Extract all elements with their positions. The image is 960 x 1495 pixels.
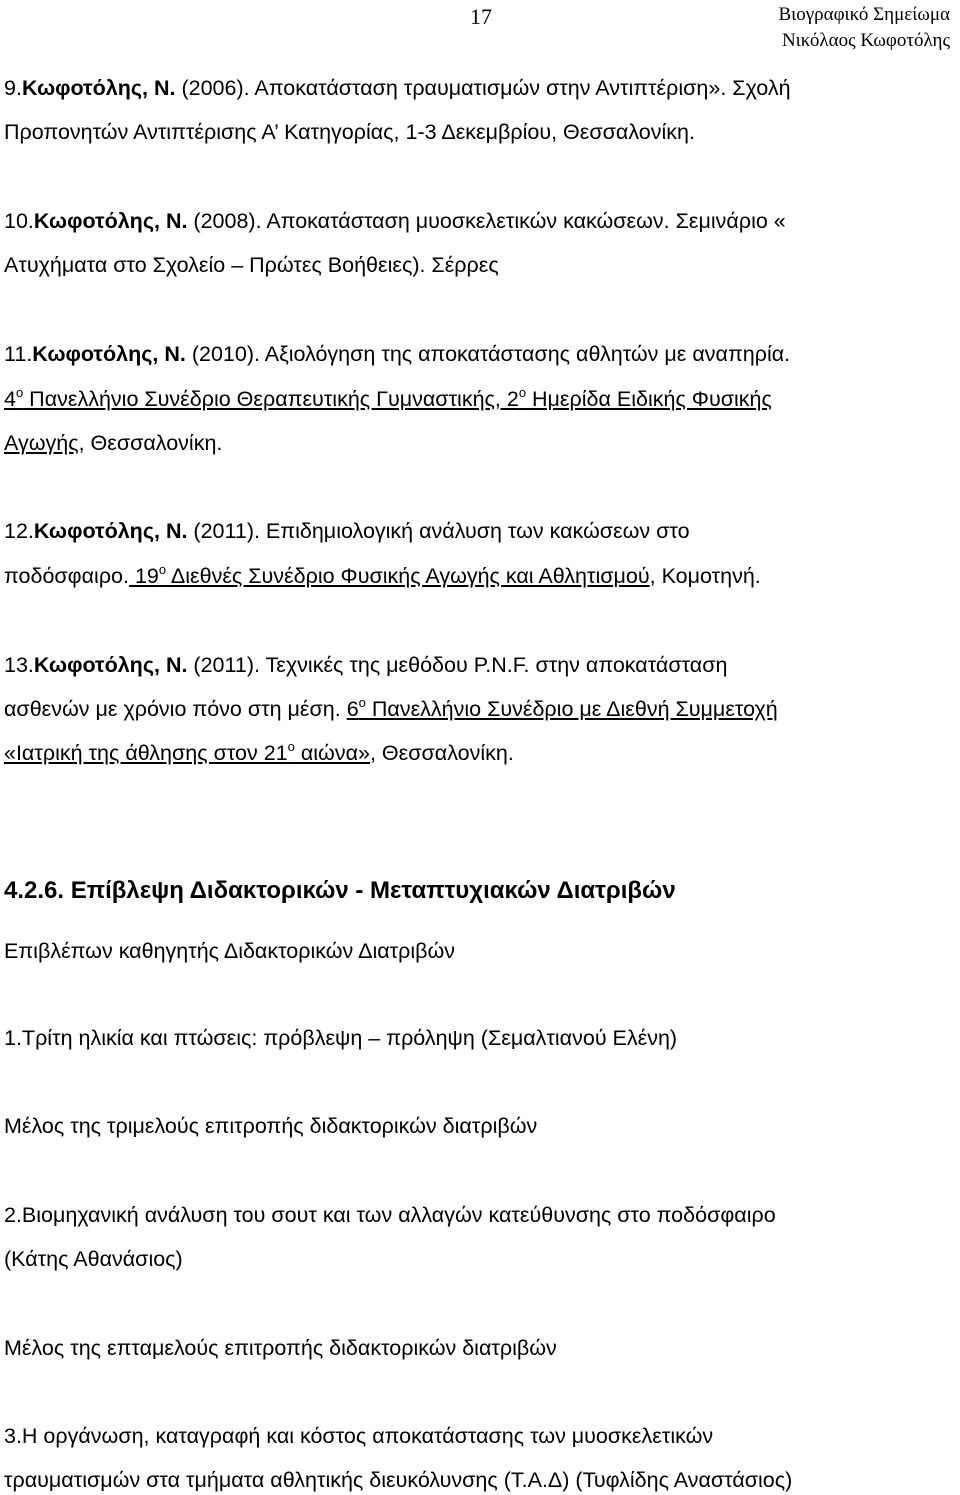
item-9-line-1: 9.Κωφοτόλης, Ν. (2006). Αποκατάσταση τραυματισμών στην Αντιπτέριση». Σχολή <box>4 76 791 100</box>
item-9-line-2: Προπονητών Αντιπτέρισης Α’ Κατηγορίας, 1-3 Δεκεμβρίου, Θεσσαλονίκη. <box>4 120 695 144</box>
thesis-3-line-2: τραυματισμών στα τμήματα αθλητικής διευκόλυνσης (Τ.Α.Δ) (Τυφλίδης Αναστάσιος) <box>4 1468 793 1492</box>
thesis-2-line-1: 2.Βιομηχανική ανάλυση του σουτ και των αλλαγών κατεύθυνσης στο ποδόσφαιρο <box>4 1203 776 1227</box>
subheading-supervisor: Επιβλέπων καθηγητής Διδακτορικών Διατριβών <box>4 939 456 963</box>
thesis-2-line-2: (Κάτης Αθανάσιος) <box>4 1247 183 1271</box>
thesis-3-line-1: 3.Η οργάνωση, καταγραφή και κόστος αποκατάστασης των μυοσκελετικών <box>4 1424 714 1448</box>
item-number: 11. <box>4 342 33 366</box>
header-title-line2: Νικόλαος Κωφοτόλης <box>781 30 950 51</box>
author-name: Κωφοτόλης, Ν. <box>33 653 188 677</box>
item-13-line-2: ασθενών με χρόνιο πόνο στη μέση. $6^o$ Πανελλήνιο Συνέδριο με Διεθνή Συμμετοχή <box>4 695 778 721</box>
author-name: Κωφοτόλης, Ν. <box>33 209 188 233</box>
subheading-seven-member: Μέλος της επταμελούς επιτροπής διδακτορικών διατριβών <box>4 1336 557 1360</box>
author-name: Κωφοτόλης, Ν. <box>32 342 186 366</box>
item-11-line-1: 11.Κωφοτόλης, Ν. (2010). Αξιολόγηση της αποκατάστασης αθλητών με αναπηρία. <box>4 342 791 366</box>
item-12-line-2: ποδόσφαιρο. $19^o$ Διεθνές Συνέδριο Φυσικής Αγωγής και Αθλητισμού, Κομοτηνή. <box>4 562 761 588</box>
item-number: 12. <box>4 519 34 543</box>
author-name: Κωφοτόλης, Ν. <box>33 519 188 543</box>
header-title-line1: Βιογραφικό Σημείωμα <box>778 4 950 25</box>
item-12-line-1: 12.Κωφοτόλης, Ν. (2011). Επιδημιολογική ανάλυση των κακώσεων στο <box>4 519 690 543</box>
thesis-1: 1.Τρίτη ηλικία και πτώσεις: πρόβλεψη – πρόληψη (Σεμαλτιανού Ελένη) <box>4 1026 678 1050</box>
item-13-line-1: 13.Κωφοτόλης, Ν. (2011). Τεχνικές της μεθόδου P.N.F. στην αποκατάσταση <box>4 653 728 677</box>
item-10-line-1: 10.Κωφοτόλης, Ν. (2008). Αποκατάσταση μυοσκελετικών κακώσεων. Σεμινάριο « <box>4 209 786 233</box>
item-13-line-3: «Ιατρική της άθλησης στον $21^o$ αιώνα», Θεσσαλονίκη. <box>4 739 514 765</box>
item-10-line-2: Ατυχήματα στο Σχολείο – Πρώτες Βοήθειες). Σέρρες <box>4 253 499 277</box>
page-number: 17 <box>470 4 492 29</box>
item-number: 10. <box>4 209 34 233</box>
running-header <box>778 2 950 54</box>
item-number: 9. <box>4 76 22 100</box>
item-number: 13. <box>4 653 34 677</box>
subheading-three-member: Μέλος της τριμελούς επιτροπής διδακτορικών διατριβών <box>4 1114 538 1138</box>
section-heading: 4.2.6. Επίβλεψη Διδακτορικών - Μεταπτυχιακών Διατριβών <box>4 877 676 904</box>
author-name: Κωφοτόλης, Ν. <box>21 76 176 100</box>
item-11-line-2: $4^o$ Πανελλήνιο Συνέδριο Θεραπευτικής Γυμναστικής, $2^o$ Ημερίδα Ειδικής Φυσικής <box>4 385 772 411</box>
item-11-line-3: Αγωγής, Θεσσαλονίκη. <box>4 431 223 455</box>
